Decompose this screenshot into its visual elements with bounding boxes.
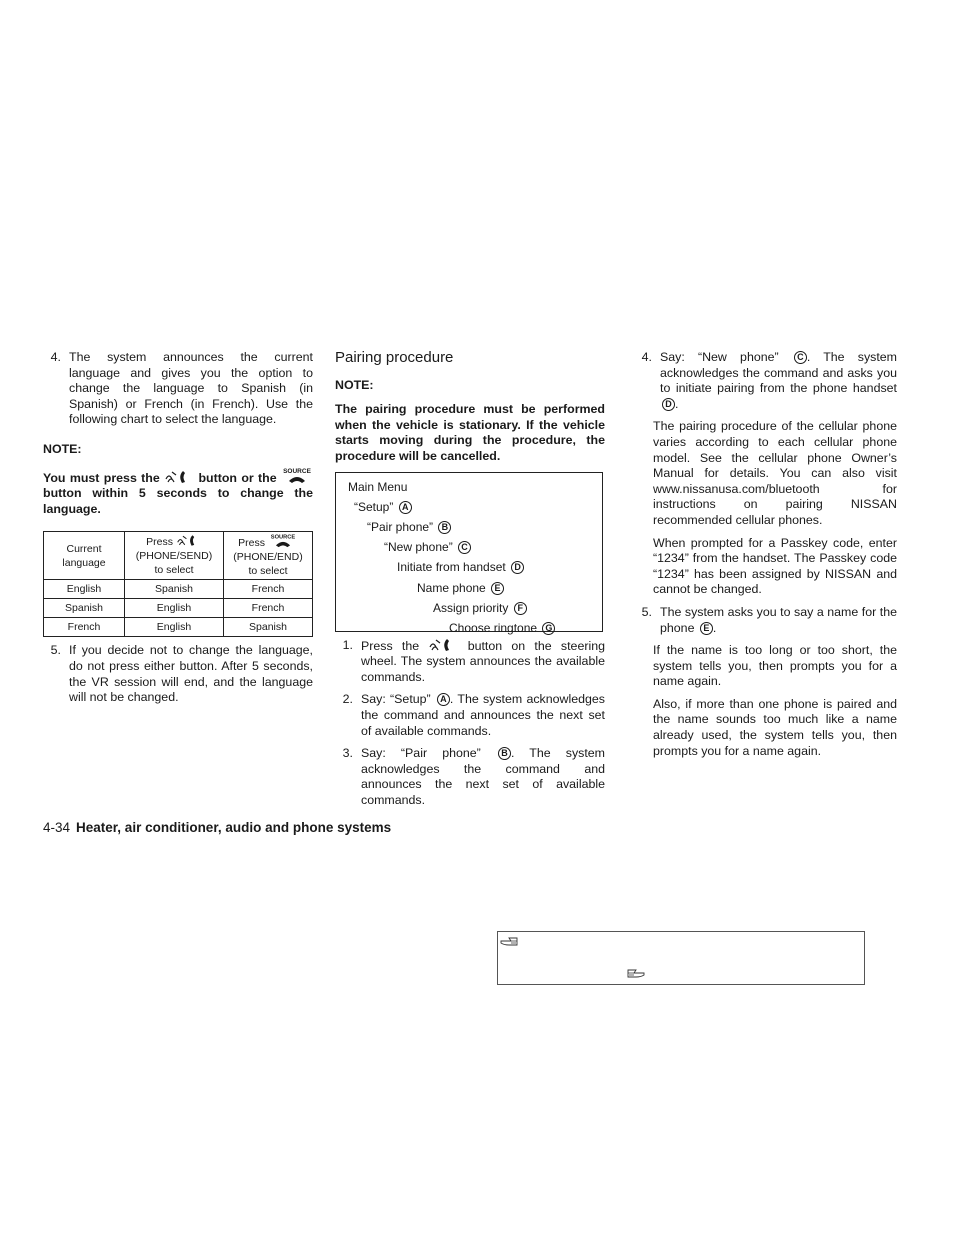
item-text: If you decide not to change the language, do not press either button. After 5 seconds, the VR session will end, and the language will not be changed. [69,643,313,705]
menu-tree [335,472,603,635]
menu-item: “Setup” A [336,497,602,517]
list-item [335,638,605,686]
paragraph: If the name is too long or too short, the system tells you, then prompts you for a name again. [653,643,897,689]
callout-letter: B [438,521,451,534]
callout-letter: D [511,561,524,574]
list-item [335,692,605,739]
note-text-3: button within 5 seconds to change the language. [43,486,313,516]
item-text: Say: “Setup” A . The system acknowledges the command and announces the next set of available commands. [361,692,605,738]
menu-item: “Pair phone” B [336,517,602,537]
paragraph: The pairing procedure of the cellular phone varies according to each cellular phone model. See the cellular phone Owner’s Manual for details. You can also visit www.nissanusa.com/bluetooth for instructions on pairing NISSAN recommended cellular phones. [653,419,897,527]
source-phone-end-icon [281,467,313,484]
table-cell: French [224,599,313,618]
table-row [44,618,313,637]
list-item [634,605,897,636]
item-number: 5. [641,604,652,619]
list-item [335,746,605,808]
item-number: 2. [342,692,353,707]
section-heading: Pairing procedure [335,349,454,366]
item-text: The system announces the current language and gives you the option to change the language to Spanish (in Spanish) or French (in French). Use the following chart to select the language. [69,350,313,427]
menu-item: “New phone” C [336,537,602,557]
page-footer [43,820,391,836]
note-text-2: button or the [198,470,277,485]
column-3 [634,350,897,766]
source-phone-end-icon [268,533,298,548]
callout-letter: C [794,351,807,364]
callout-letter: C [458,541,471,554]
callout-letter: E [700,622,713,635]
note-body [43,467,313,518]
table-cell: English [125,618,224,637]
note-label: NOTE: [43,441,82,456]
table-row [44,599,313,618]
callout-letter: B [498,747,511,760]
menu-item: Name phone E [336,578,602,598]
table-cell: Spanish [44,599,125,618]
note-label: NOTE: [335,377,374,392]
list-item [634,350,897,412]
header-phone-send: Press (PHONE/SEND) to select [125,532,224,580]
pointing-hand-icon [625,967,645,979]
menu-item: Assign priority F [336,598,602,618]
table-cell: French [44,618,125,637]
item-text: Say: “New phone” C . The system acknowledges the command and asks you to initiate pairing from the phone handset D . [660,350,897,411]
item-number: 1. [342,637,353,652]
table-cell: Spanish [224,618,313,637]
callout-letter: A [437,693,450,706]
callout-letter: E [491,582,504,595]
list-item [43,643,313,705]
item-number: 4. [641,350,652,364]
table-cell: English [44,580,125,599]
svg-text:SOURCE: SOURCE [283,467,311,475]
item-number: 4. [50,350,61,364]
paragraph: Also, if more than one phone is paired and the name sounds too much like a name already used, the system tells you, then prompts you for a name again. [653,696,897,758]
phone-send-icon [176,534,202,547]
table-cell: French [224,580,313,599]
table-cell: Spanish [125,580,224,599]
note-body: The pairing procedure must be performed when the vehicle is stationary. If the vehicle starts moving during the procedure, the procedure will be cancelled. [335,402,605,463]
page-number: 4-34 [43,820,71,835]
phone-send-icon [164,470,194,484]
table-row [44,580,313,599]
menu-item: Initiate from handset D [336,557,602,577]
list-item [43,350,313,428]
pointing-hand-icon [500,935,520,947]
item-text: Press the button on the steering wheel. The system announces the available commands. [361,638,605,684]
reference-box [497,931,865,985]
item-number: 3. [342,746,353,761]
paragraph: When prompted for a Passkey code, enter “1234” from the handset. The Passkey code “1234” has been assigned by NISSAN and cannot be changed. [653,535,897,597]
item-text: The system asks you to say a name for the phone E . [660,604,897,635]
svg-text:SOURCE: SOURCE [270,534,296,541]
chapter-title: Heater, air conditioner, audio and phone systems [76,820,392,835]
note-text-1: You must press the [43,470,160,485]
item-text: Say: “Pair phone” B . The system acknowledges the command and announces the next set of available commands. [361,746,606,807]
language-table [43,531,313,637]
phone-send-icon [428,638,458,652]
menu-item: Main Menu [348,479,408,494]
column-1 [43,350,313,713]
menu-item: Choose ringtone G [336,618,602,638]
callout-letter: A [399,501,412,514]
table-header-row [44,532,313,580]
column-2 [335,350,605,816]
callout-letter: F [514,602,527,615]
item-number: 5. [50,643,61,658]
header-phone-end: Press SOURCE (PHONE/END) to select [224,532,313,580]
table-cell: English [125,599,224,618]
callout-letter: G [542,622,555,635]
callout-letter: D [662,398,675,411]
header-current-language: Current language [44,532,125,580]
